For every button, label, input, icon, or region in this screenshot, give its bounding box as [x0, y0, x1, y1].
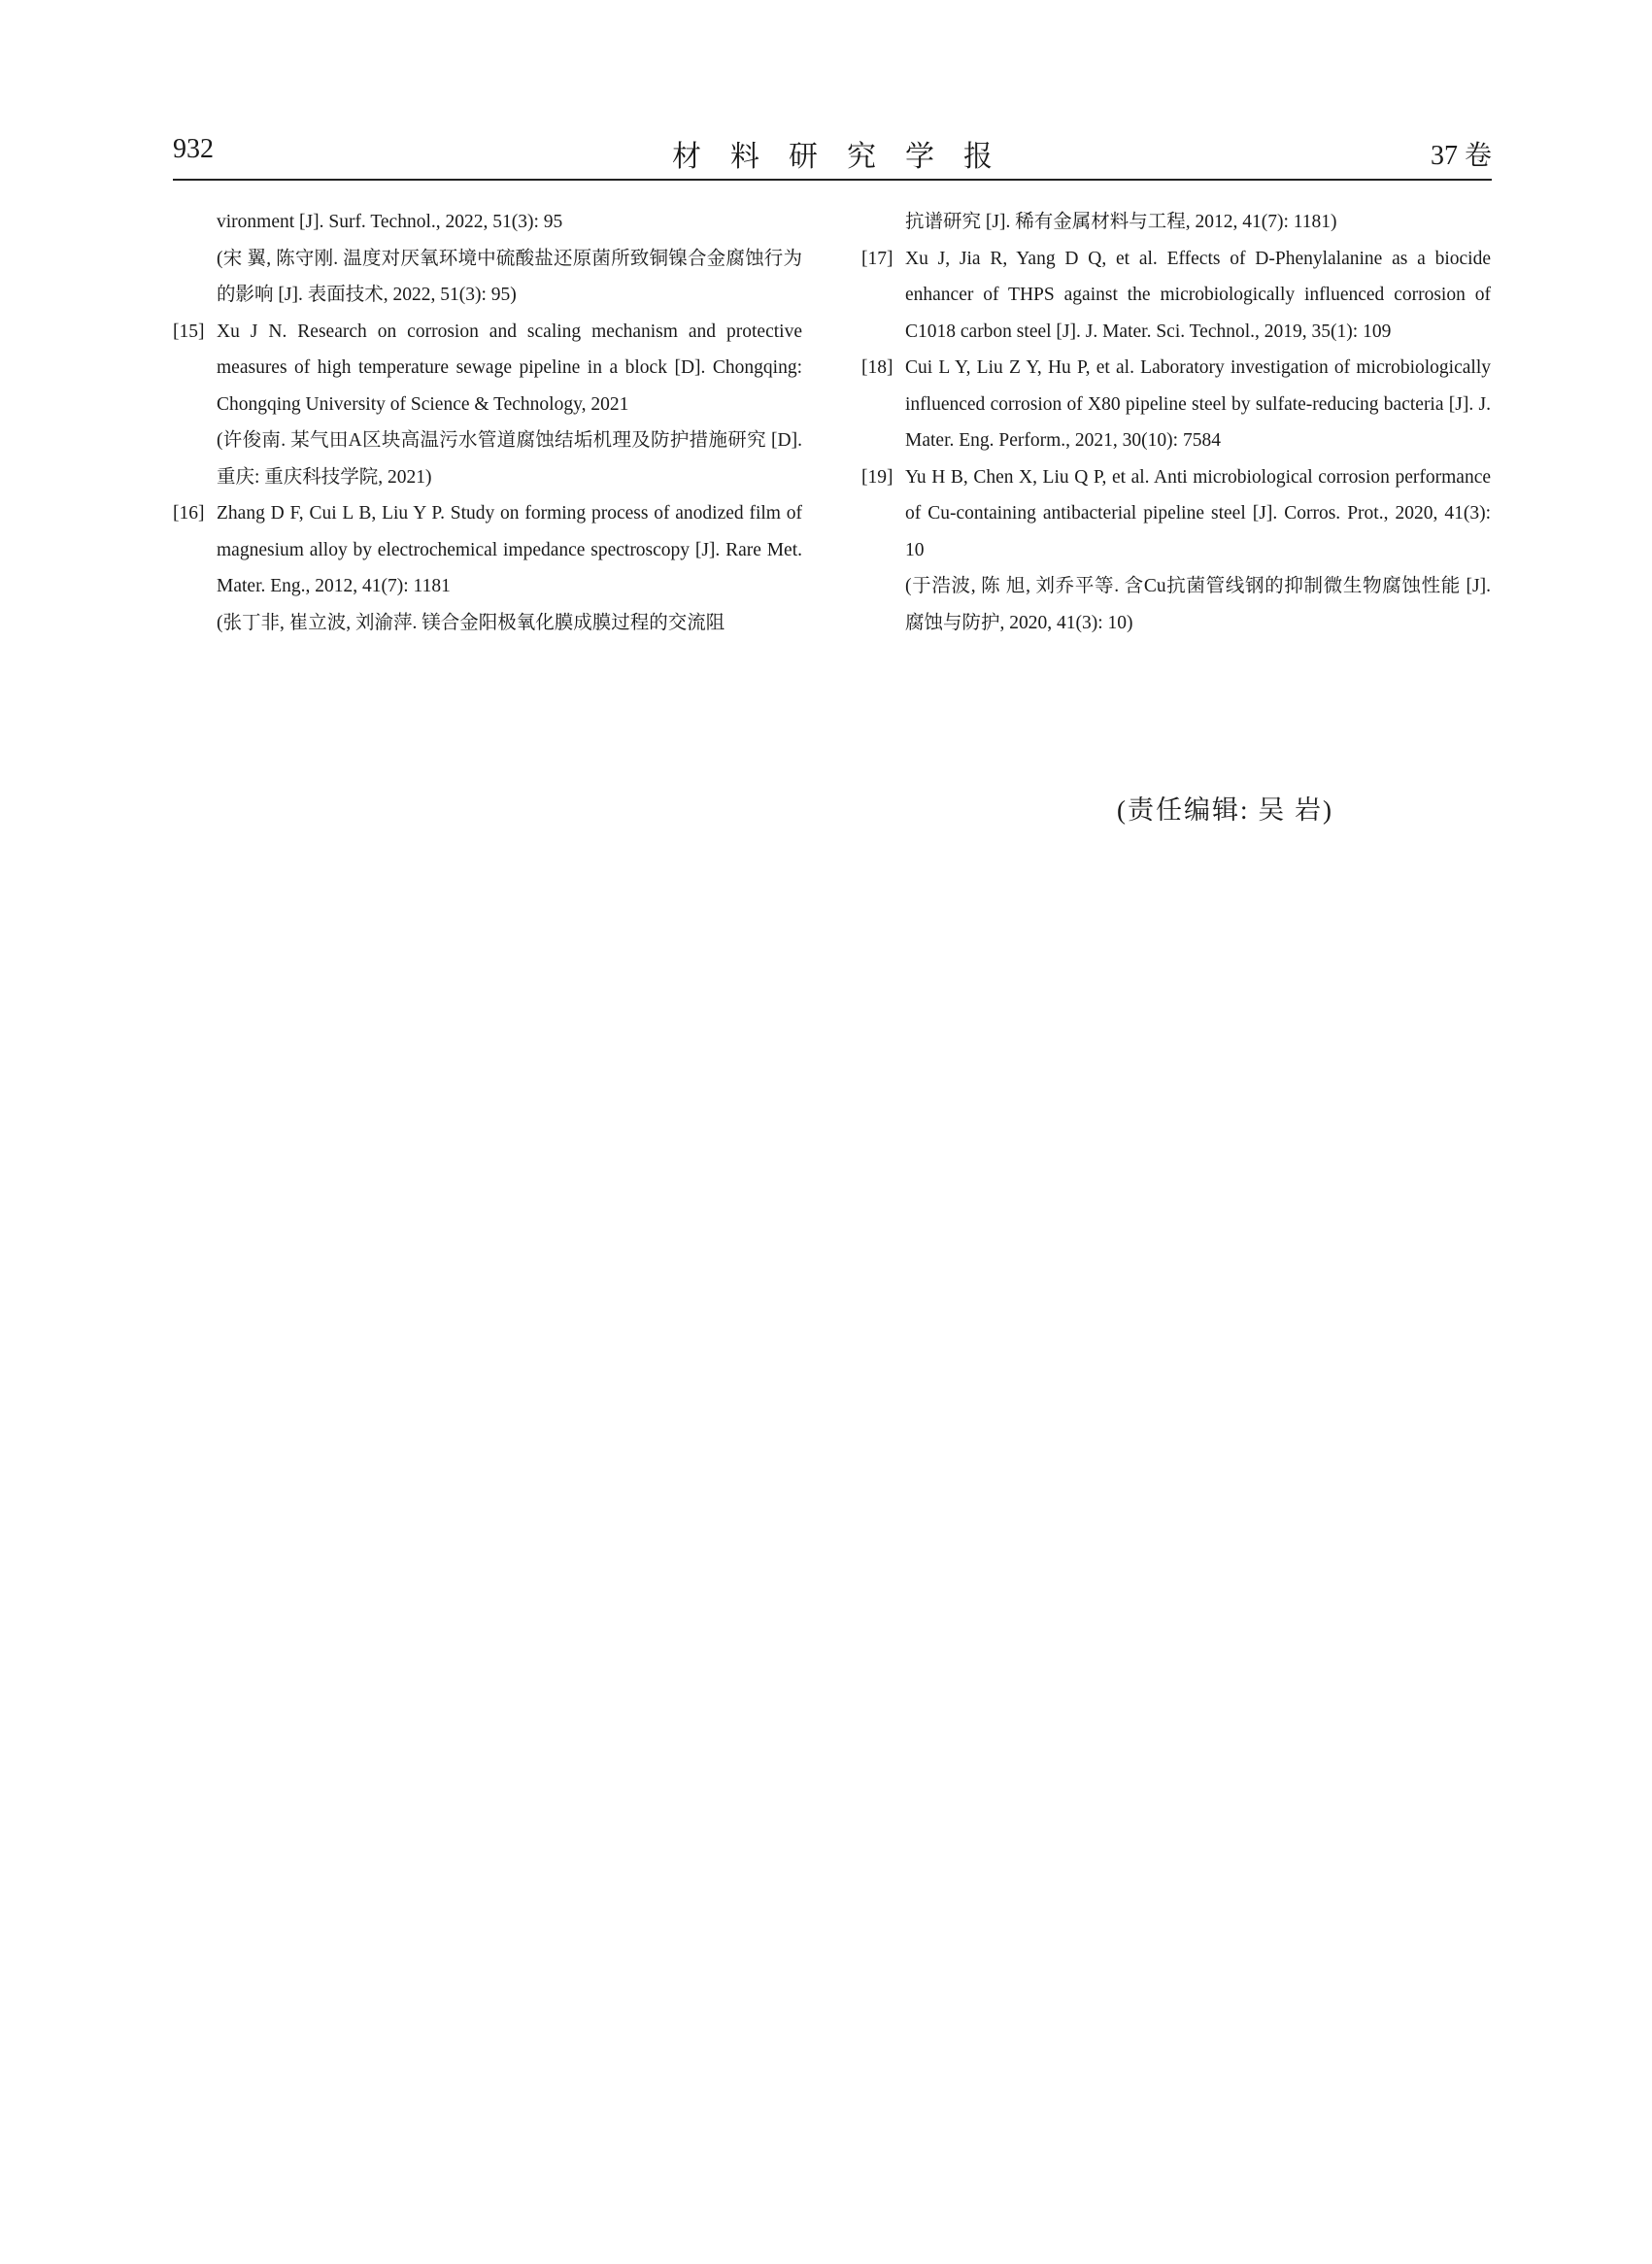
editor-note: (责任编辑: 吴 岩) [1117, 795, 1333, 825]
reference-cn: (于浩波, 陈 旭, 刘乔平等. 含Cu抗菌管线钢的抑制微生物腐蚀性能 [J]. 腐蚀与防护, 2020, 41(3): 10) [905, 576, 1491, 633]
reference-en: vironment [J]. Surf. Technol., 2022, 51(3): 95 [217, 212, 563, 232]
reference-number: [18] [861, 357, 893, 378]
reference-item [861, 459, 1491, 642]
reference-continuation [173, 204, 802, 314]
reference-cn: 抗谱研究 [J]. 稀有金属材料与工程, 2012, 41(7): 1181) [905, 212, 1337, 232]
reference-number: [16] [173, 503, 205, 524]
reference-cn: (许俊南. 某气田A区块高温污水管道腐蚀结垢机理及防护措施研究 [D]. 重庆: 重庆科技学院, 2021) [217, 430, 802, 488]
reference-en: Zhang D F, Cui L B, Liu Y P. Study on forming process of anodized film of magnesium alloy by electrochemical impedance spectroscopy [J]. Rare Met. Mater. Eng., 2012, 41(7): 1181 [217, 503, 802, 596]
reference-item [861, 241, 1491, 351]
reference-cn: (宋 翼, 陈守刚. 温度对厌氧环境中硫酸盐还原菌所致铜镍合金腐蚀行为的影响 [J]. 表面技术, 2022, 51(3): 95) [217, 248, 802, 305]
reference-item [173, 495, 802, 641]
reference-number: [19] [861, 466, 893, 488]
reference-item [173, 314, 802, 496]
reference-item [861, 350, 1491, 459]
reference-number: [17] [861, 248, 893, 269]
reference-en: Cui L Y, Liu Z Y, Hu P, et al. Laboratory investigation of microbiologically influenced corrosion of X80 pipeline steel by sulfate-reducing bacteria [J]. J. Mater. Eng. Perform., 2021, 30(10): 7584 [905, 357, 1491, 451]
journal-title: 材料研究学报 [672, 141, 1022, 173]
reference-en: Xu J, Jia R, Yang D Q, et al. Effects of D-Phenylalanine as a biocide enhancer of THPS against the microbiologically influenced corrosion of C1018 carbon steel [J]. J. Mater. Sci. Technol., 2019, 35(1): 109 [905, 248, 1491, 342]
page-number: 932 [173, 134, 214, 164]
volume-label: 37 卷 [1430, 141, 1492, 171]
header-rule [173, 179, 1492, 181]
page-header [173, 130, 1492, 179]
right-column [861, 204, 1491, 641]
reference-en: Xu J N. Research on corrosion and scaling mechanism and protective measures of high temperature sewage pipeline in a block [D]. Chongqing: Chongqing University of Science & Technology, 2021 [217, 321, 802, 415]
reference-number: [15] [173, 321, 205, 342]
reference-cn: (张丁非, 崔立波, 刘渝萍. 镁合金阳极氧化膜成膜过程的交流阻 [217, 612, 725, 633]
left-column [173, 204, 802, 641]
reference-continuation [861, 204, 1491, 241]
reference-en: Yu H B, Chen X, Liu Q P, et al. Anti microbiological corrosion performance of Cu-containing antibacterial pipeline steel [J]. Corros. Prot., 2020, 41(3): 10 [905, 466, 1491, 560]
